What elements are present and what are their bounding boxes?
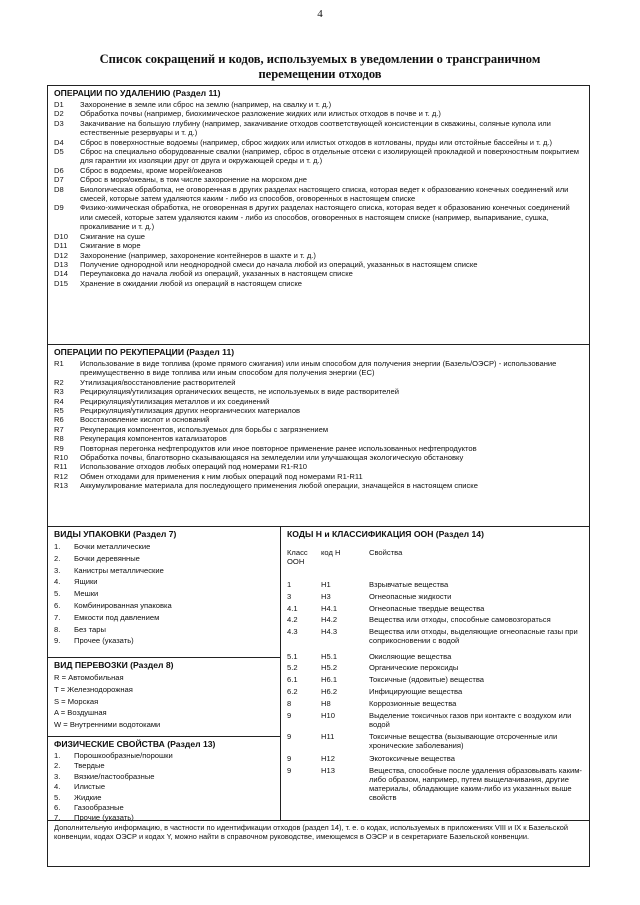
physical-item-text: Порошкообразные/порошки — [74, 751, 173, 760]
packaging-item-text: Емкости под давлением — [74, 612, 160, 622]
disposal-title: ОПЕРАЦИИ ПО УДАЛЕНИЮ (Раздел 11) — [54, 88, 221, 98]
packaging-item-number: 5. — [54, 589, 61, 599]
disposal-item-text: Физико-химическая обработка, не оговоренная в других разделах настоящего списка, которая ведет к образованию конечных соединений или смесей, которые затем удаляются каким - либо из способов, оговоренных в настоящем списке (например, выпаривание, сушка, прокаливание и т. д.) — [80, 203, 570, 232]
disposal-item-text: Сброс в водоемы, кроме морей/океанов — [80, 165, 223, 175]
recovery-item-text: Рециркуляция/утилизация других неорганических материалов — [80, 406, 301, 416]
disposal-item — [54, 269, 583, 278]
codes-table — [47, 85, 590, 867]
recovery-item-code: R1 — [54, 359, 64, 368]
page-number: 4 — [317, 8, 323, 20]
recovery-item — [54, 472, 583, 481]
packaging-item — [54, 588, 274, 600]
transport-list — [54, 672, 274, 731]
un-h-code: H12 — [321, 753, 335, 763]
un-class: 4.3 — [287, 627, 298, 637]
disposal-item-code: D7 — [54, 175, 64, 185]
un-col-class: Класс ООН — [287, 548, 308, 566]
transport-section — [48, 658, 280, 736]
physical-item-number: 2. — [54, 761, 61, 771]
un-h-code: H5.2 — [321, 663, 338, 673]
un-col-code: код Н — [321, 548, 341, 557]
disposal-item-code: D11 — [54, 241, 68, 251]
physical-item-text: Прочие (указать) — [74, 813, 134, 823]
physical-item-number: 1. — [54, 751, 61, 760]
packaging-item — [54, 565, 274, 577]
disposal-list — [54, 100, 583, 288]
recovery-item — [54, 425, 583, 434]
disposal-item-text: Сброс в моря/океаны, в том числе захоронение на морском дне — [80, 175, 308, 185]
un-row — [287, 652, 583, 661]
packaging-item — [54, 576, 274, 588]
physical-item-text: Вязкие/пастообразные — [74, 771, 155, 781]
packaging-item-number: 1. — [54, 542, 61, 551]
un-class: 4.1 — [287, 603, 298, 613]
disposal-item-code: D12 — [54, 250, 68, 260]
physical-section — [48, 737, 280, 823]
un-h-code: H4.2 — [321, 615, 338, 625]
physical-title: ФИЗИЧЕСКИЕ СВОЙСТВА (Раздел 13) — [54, 739, 216, 749]
disposal-item-text: Закачивание на большую глубину (например, закачивание отходов соответствующей консистенции в скважины, соляные купола или естественные резервуары и т. д.) — [80, 118, 551, 138]
recovery-item-code: R6 — [54, 415, 64, 425]
packaging-item-text: Прочее (указать) — [74, 636, 134, 646]
un-property: Выделение токсичных газов при контакте с воздухом или водой — [369, 710, 572, 729]
un-title: КОДЫ Н и КЛАССИФИКАЦИЯ ООН (Раздел 14) — [287, 529, 484, 539]
disposal-item — [54, 232, 583, 241]
recovery-item-text: Обработка почвы, благотворно сказывающаяся на земледелии или улучшающая экологическую обстановку — [80, 453, 464, 463]
un-property: Экотоксичные вещества — [369, 753, 455, 763]
un-row — [287, 766, 583, 803]
packaging-item — [54, 635, 274, 647]
packaging-item — [54, 624, 274, 636]
transport-item: W = Внутренними водотоками — [54, 720, 161, 730]
un-col-properties: Свойства — [369, 548, 403, 557]
disposal-item — [54, 185, 583, 204]
disposal-item-text: Сжигание на суше — [80, 231, 146, 241]
recovery-title: ОПЕРАЦИИ ПО РЕКУПЕРАЦИИ (Раздел 11) — [54, 347, 235, 357]
recovery-item-text: Рециркуляция/утилизация металлов и их соединений — [80, 396, 270, 406]
un-class: 9 — [287, 710, 292, 720]
disposal-item-code: D9 — [54, 203, 64, 213]
recovery-item-text: Утилизация/восстановление растворителей — [80, 377, 236, 387]
disposal-item-code: D6 — [54, 165, 64, 175]
recovery-item — [54, 406, 583, 415]
un-row — [287, 675, 583, 684]
disposal-item — [54, 119, 583, 138]
packaging-item-text: Мешки — [74, 589, 99, 599]
page-title: Список сокращений и кодов, используемых в уведомлении о трансграничном перемещении отходов — [99, 52, 541, 81]
un-list — [287, 580, 583, 803]
packaging-item-number: 7. — [54, 612, 61, 622]
un-h-code: H6.2 — [321, 686, 338, 696]
recovery-item — [54, 453, 583, 462]
un-section — [281, 527, 589, 820]
recovery-item-code: R8 — [54, 434, 64, 444]
packaging-item — [54, 541, 274, 553]
packaging-item-text: Комбинированная упаковка — [74, 600, 172, 610]
packaging-list — [54, 541, 274, 647]
physical-item-number: 3. — [54, 771, 61, 781]
un-class: 5.1 — [287, 651, 298, 661]
recovery-item-code: R9 — [54, 443, 64, 453]
disposal-item — [54, 175, 583, 184]
physical-item-text: Жидкие — [74, 792, 102, 802]
recovery-item-text: Аккумулирование материала для последующего применения любой операции, значащейся в настоящем списке — [80, 481, 478, 491]
physical-item — [54, 803, 274, 813]
physical-item — [54, 751, 274, 761]
transport-item: R = Автомобильная — [54, 673, 124, 682]
recovery-item-code: R12 — [54, 471, 68, 481]
un-property: Вещества, способные после удаления образовывать каким-либо образом, например, путем выщелачивания, другие материалы, обладающие каким-либо из указанных выше свойств — [369, 765, 582, 803]
disposal-item — [54, 241, 583, 250]
physical-item-text: Твердые — [74, 761, 105, 771]
disposal-item-text: Биологическая обработка, не оговоренная в других разделах настоящего списка, которая ведет к образованию конечных соединений или смесей, которые затем удаляются каким - либо из способов, оговоренных в настоящем списке — [80, 184, 569, 204]
disposal-item-text: Сжигание в море — [80, 241, 141, 251]
disposal-item-code: D5 — [54, 147, 64, 157]
disposal-item-code: D3 — [54, 118, 64, 128]
physical-item — [54, 772, 274, 782]
disposal-item — [54, 279, 583, 288]
un-row — [287, 711, 583, 729]
packaging-item-number: 4. — [54, 577, 61, 587]
packaging-title: ВИДЫ УПАКОВКИ (Раздел 7) — [54, 529, 177, 539]
un-h-code: H11 — [321, 731, 335, 741]
disposal-item — [54, 251, 583, 260]
packaging-item — [54, 553, 274, 565]
packaging-section — [48, 527, 280, 657]
packaging-item-number: 9. — [54, 636, 61, 646]
un-property: Огнеопасные твердые вещества — [369, 603, 485, 613]
physical-item-number: 6. — [54, 803, 61, 813]
recovery-item-text: Повторная перегонка нефтепродуктов или иное повторное применение ранее использованных нефтепродуктов — [80, 443, 477, 453]
un-property: Инфицирующие вещества — [369, 686, 463, 696]
recovery-item-text: Рекуперация компонентов катализаторов — [80, 434, 227, 444]
un-class: 1 — [287, 580, 292, 589]
disposal-item-code: D10 — [54, 231, 68, 241]
physical-item-text: Газообразные — [74, 803, 124, 813]
un-class: 9 — [287, 753, 292, 763]
disposal-item — [54, 109, 583, 118]
un-row — [287, 699, 583, 708]
recovery-item — [54, 462, 583, 471]
packaging-item-text: Ящики — [74, 577, 98, 587]
disposal-item — [54, 260, 583, 269]
un-row — [287, 754, 583, 763]
recovery-item-text: Восстановление кислот и оснований — [80, 415, 210, 425]
disposal-item-text: Хранение в ожидании любой из операций в настоящем списке — [80, 278, 302, 288]
disposal-item-code: D15 — [54, 278, 68, 288]
recovery-item — [54, 444, 583, 453]
packaging-item-number: 8. — [54, 624, 61, 634]
un-row — [287, 592, 583, 601]
recovery-item-code: R10 — [54, 453, 68, 463]
un-h-code: H1 — [321, 580, 331, 589]
disposal-item-code: D4 — [54, 137, 64, 147]
un-class: 4.2 — [287, 615, 298, 625]
un-header-row — [287, 548, 583, 566]
disposal-item-text: Захоронение в земле или сброс на землю (например, на свалку и т. д.) — [80, 100, 332, 109]
disposal-item-text: Переупаковка до начала любой из операций, указанных в настоящем списке — [80, 269, 353, 279]
disposal-item-code: D2 — [54, 109, 64, 119]
packaging-item-number: 6. — [54, 600, 61, 610]
disposal-item-code: D1 — [54, 100, 64, 109]
un-row — [287, 732, 583, 750]
recovery-item — [54, 378, 583, 387]
physical-item-number: 7. — [54, 813, 61, 823]
un-class: 3 — [287, 591, 292, 601]
un-class: 8 — [287, 698, 292, 708]
packaging-item — [54, 612, 274, 624]
recovery-item-code: R4 — [54, 396, 64, 406]
disposal-item-text: Захоронение (например, захоронение контейнеров в шахте и т. д.) — [80, 250, 316, 260]
un-row — [287, 627, 583, 645]
packaging-item-number: 2. — [54, 553, 61, 563]
un-class: 6.1 — [287, 675, 298, 685]
recovery-item — [54, 387, 583, 396]
recovery-item — [54, 481, 583, 490]
disposal-item — [54, 147, 583, 166]
packaging-item-number: 3. — [54, 565, 61, 575]
un-property: Огнеопасные жидкости — [369, 591, 452, 601]
transport-title: ВИД ПЕРЕВОЗКИ (Раздел 8) — [54, 660, 174, 670]
recovery-item — [54, 397, 583, 406]
disposal-item-code: D13 — [54, 259, 68, 269]
physical-item-number: 4. — [54, 782, 61, 792]
un-property: Окисляющие вещества — [369, 651, 452, 661]
un-property: Вещества или отходы, выделяющие огнеопасные газы при соприкосновении с водой — [369, 627, 578, 646]
physical-item — [54, 761, 274, 771]
un-property: Органические пероксиды — [369, 663, 459, 673]
un-property: Токсичные (ядовитые) вещества — [369, 675, 485, 685]
physical-item — [54, 782, 274, 792]
packaging-item-text: Бочки деревянные — [74, 553, 140, 563]
recovery-item-text: Рекуперация компонентов, используемых для борьбы с загрязнением — [80, 424, 329, 434]
packaging-item-text: Канистры металлические — [74, 565, 164, 575]
disposal-item-text: Получение однородной или неоднородной смеси до начала любой из операций, указанных в настоящем списке — [80, 259, 478, 269]
disposal-item — [54, 203, 583, 231]
un-class: 6.2 — [287, 686, 298, 696]
recovery-item-text: Рециркуляция/утилизация органических веществ, не используемых в виде растворителей — [80, 387, 399, 397]
disposal-item — [54, 100, 583, 109]
recovery-item-text: Использование в виде топлива (кроме прямого сжигания) или иным способом для получения энергии (Базель/ОЭСР) - использование преимущественно в виде топлива или иным способом для получения энергии (ЕС) — [80, 359, 557, 378]
un-row — [287, 580, 583, 589]
disposal-section — [48, 86, 589, 344]
recovery-item-code: R7 — [54, 424, 64, 434]
disposal-item-code: D8 — [54, 184, 64, 194]
recovery-item-code: R3 — [54, 387, 64, 397]
un-h-code: H8 — [321, 698, 331, 708]
packaging-item-text: Без тары — [74, 624, 106, 634]
recovery-item-code: R11 — [54, 462, 68, 472]
disposal-item-text: Сброс в поверхностные водоемы (например, сброс жидких или илистых отходов в котлованы, пруды или отстойные бассейны и т. д.) — [80, 137, 553, 147]
disposal-item-text: Сброс на специально оборудованные свалки (например, сброс в отдельные отсеки с изолирующей прокладкой и поверхностным покрытием для гарантии их изоляции друг от друга и окружающей среды и т. д.) — [80, 147, 580, 166]
physical-item-text: Илистые — [74, 782, 106, 792]
un-row — [287, 663, 583, 672]
recovery-item-text: Использование отходов любых операций под номерами R1-R10 — [80, 462, 308, 472]
disposal-item-text: Обработка почвы (например, биохимическое разложение жидких или илистых отходов в почве и т. д.) — [80, 109, 441, 119]
un-property: Вещества или отходы, способные самовозгораться — [369, 615, 551, 625]
disposal-item — [54, 138, 583, 147]
un-property: Коррозионные вещества — [369, 698, 457, 708]
recovery-item — [54, 415, 583, 424]
un-h-code: H5.1 — [321, 651, 338, 661]
un-class: 9 — [287, 765, 292, 775]
recovery-item-code: R5 — [54, 406, 64, 416]
recovery-item — [54, 359, 583, 378]
physical-list — [54, 751, 274, 824]
recovery-item-code: R13 — [54, 481, 68, 491]
un-h-code: H6.1 — [321, 675, 338, 685]
un-property: Взрывчатые вещества — [369, 580, 449, 589]
un-h-code: H4.1 — [321, 603, 338, 613]
disposal-item — [54, 166, 583, 175]
footer-note: Дополнительную информацию, в частности по идентификации отходов (раздел 14), т. е. о кодах, используемых в приложениях VIII и IX к Базельской конвенции, кодах ОЭСР и кодах Y, можно найти в справочном руководстве, имеющемся в ОЭСР и в секретариате Базельской конвенции. — [54, 823, 568, 842]
recovery-item — [54, 434, 583, 443]
un-class: 9 — [287, 731, 292, 741]
physical-item — [54, 793, 274, 803]
un-property: Токсичные вещества (вызывающие отсроченные или хронические заболевания) — [369, 731, 558, 750]
un-h-code: H3 — [321, 591, 331, 601]
un-h-code: H13 — [321, 765, 335, 775]
recovery-list — [54, 359, 583, 491]
transport-item: S = Морская — [54, 696, 99, 706]
un-row — [287, 687, 583, 696]
un-class: 5.2 — [287, 663, 298, 673]
transport-item: A = Воздушная — [54, 708, 107, 718]
un-row — [287, 615, 583, 624]
recovery-item-text: Обмен отходами для применения к ним любых операций под номерами R1-R11 — [80, 471, 363, 481]
physical-item-number: 5. — [54, 792, 61, 802]
packaging-item — [54, 600, 274, 612]
disposal-item-code: D14 — [54, 269, 68, 279]
packaging-item-text: Бочки металлические — [74, 542, 151, 551]
recovery-item-code: R2 — [54, 377, 64, 387]
un-h-code: H4.3 — [321, 627, 338, 637]
un-row — [287, 604, 583, 613]
transport-item: T = Железнодорожная — [54, 684, 133, 694]
recovery-section — [48, 345, 589, 526]
un-h-code: H10 — [321, 710, 335, 720]
